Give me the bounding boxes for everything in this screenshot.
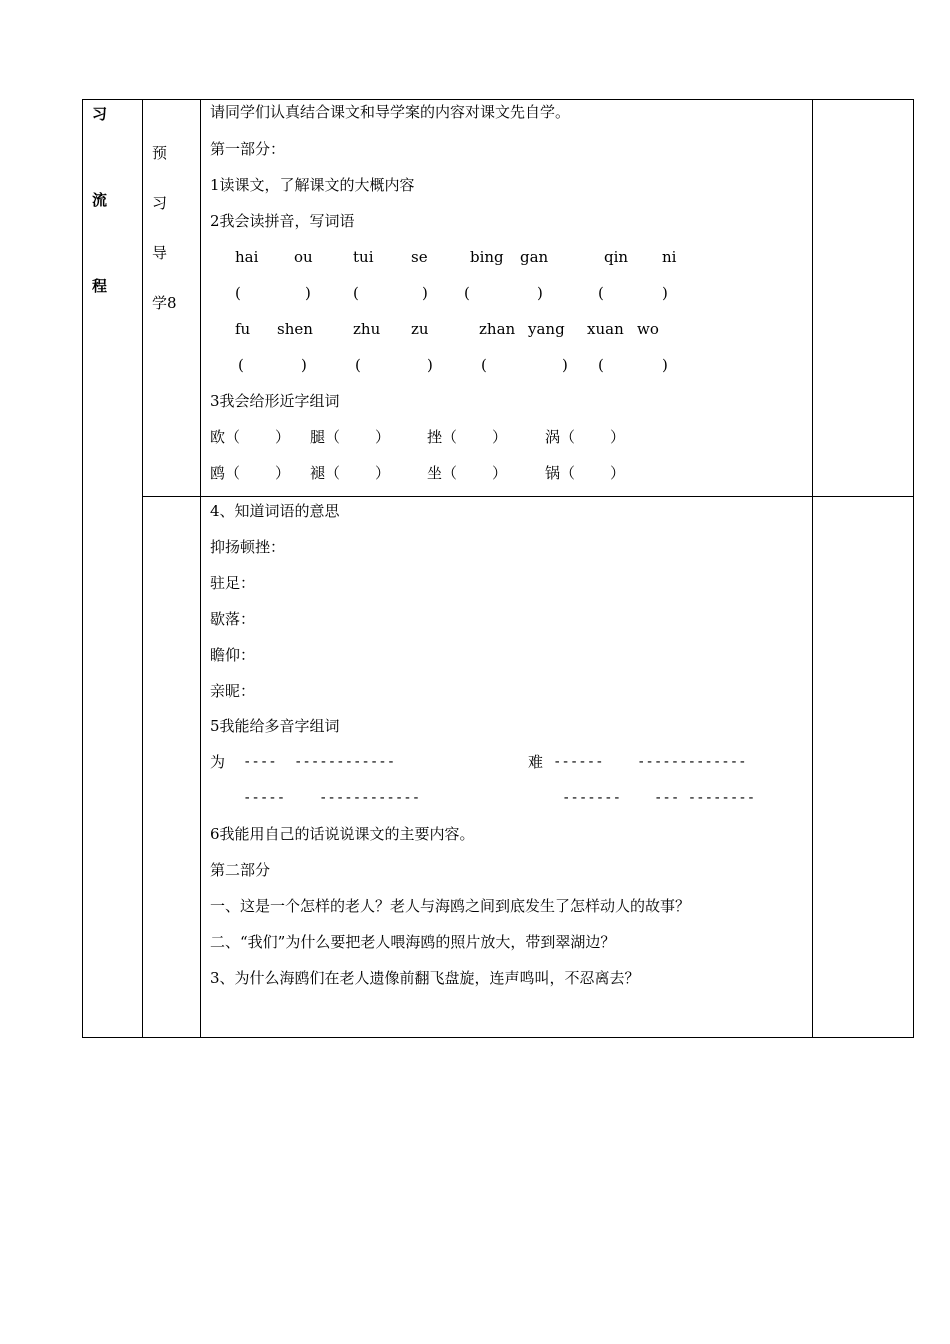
char-blank: ）	[492, 464, 508, 482]
char-blank: 锅（	[545, 464, 576, 482]
vocab-term: 抑扬顿挫：	[210, 538, 286, 556]
item-6-text: 6我能用自己的话说说课文的主要内容。	[210, 825, 475, 843]
answer-paren: (	[464, 284, 470, 302]
answer-paren: )	[662, 284, 668, 302]
pinyin-word: yang	[528, 320, 565, 338]
vocab-term: 亲昵：	[210, 682, 256, 700]
item-4-text: 4、知道词语的意思	[210, 502, 340, 520]
table-bottom-border	[82, 1037, 914, 1038]
char-blank: 欧（	[210, 428, 241, 446]
pinyin-word: gan	[520, 248, 549, 266]
vocab-term: 歇落：	[210, 610, 256, 628]
pinyin-word: xuan	[587, 320, 624, 338]
pinyin-word: fu	[235, 320, 251, 338]
answer-dash-line: ------	[553, 754, 604, 770]
char-blank: ）	[610, 464, 626, 482]
pinyin-word: ou	[294, 248, 313, 266]
item-2-text: 2我会读拼音，写词语	[210, 212, 355, 230]
answer-paren: (	[598, 284, 604, 302]
pinyin-word: qin	[604, 248, 629, 266]
table-col-divider-2	[200, 99, 201, 1038]
part1-heading: 第一部分：	[210, 140, 286, 158]
part2-heading: 第二部分	[210, 861, 271, 879]
char-blank: 鸥（	[210, 464, 241, 482]
section-label-char: 预	[152, 144, 168, 162]
pinyin-word: zhan	[479, 320, 516, 338]
table-col-divider-3	[812, 99, 813, 1038]
pinyin-word: ni	[662, 248, 677, 266]
pinyin-word: wo	[637, 320, 659, 338]
answer-paren: (	[355, 356, 361, 374]
char-blank: ）	[275, 428, 291, 446]
item-1-text: 1读课文，了解课文的大概内容	[210, 176, 415, 194]
answer-dash-line: ------------	[319, 790, 421, 806]
intro-text: 请同学们认真结合课文和导学案的内容对课文先自学。	[210, 103, 571, 121]
answer-paren: )	[422, 284, 428, 302]
pinyin-word: zhu	[353, 320, 381, 338]
section-label-char: 导	[152, 244, 168, 262]
answer-paren: )	[427, 356, 433, 374]
answer-paren: )	[562, 356, 568, 374]
pinyin-word: hai	[235, 248, 259, 266]
question-2: 二、“我们”为什么要把老人喂海鸥的照片放大，带到翠湖边？	[210, 933, 616, 951]
pinyin-word: tui	[353, 248, 374, 266]
answer-paren: (	[481, 356, 487, 374]
answer-paren: (	[235, 284, 241, 302]
answer-dash-line: -------------	[637, 754, 747, 770]
vocab-term: 瞻仰：	[210, 646, 256, 664]
answer-paren: )	[662, 356, 668, 374]
answer-paren: (	[598, 356, 604, 374]
polyphonic-char: 为	[210, 753, 226, 771]
char-blank: 坐（	[427, 464, 458, 482]
table-left-border	[82, 99, 83, 1038]
answer-dash-line: -------	[562, 790, 622, 806]
char-blank: ）	[375, 428, 391, 446]
char-blank: ）	[492, 428, 508, 446]
stage-label-char: 流	[92, 191, 108, 209]
pinyin-word: zu	[411, 320, 429, 338]
answer-paren: (	[238, 356, 244, 374]
answer-paren: (	[353, 284, 359, 302]
question-3: 3、为什么海鸥们在老人遗像前翻飞盘旋，连声鸣叫，不忍离去？	[210, 969, 640, 987]
char-blank: ）	[275, 464, 291, 482]
char-blank: 腿（	[310, 428, 341, 446]
pinyin-word: se	[411, 248, 428, 266]
answer-paren: )	[537, 284, 543, 302]
pinyin-word: shen	[277, 320, 313, 338]
char-blank: 褪（	[310, 464, 341, 482]
vocab-term: 驻足：	[210, 574, 256, 592]
item-5-text: 5我能给多音字组词	[210, 717, 340, 735]
stage-label-char: 习	[92, 105, 108, 123]
char-blank: ）	[375, 464, 391, 482]
stage-label-char: 程	[92, 277, 108, 295]
answer-dash-line: --- --------	[654, 790, 756, 806]
answer-dash-line: -----	[243, 790, 286, 806]
pinyin-word: bing	[470, 248, 504, 266]
char-blank: 挫（	[427, 428, 458, 446]
table-col-divider-1	[142, 99, 143, 1038]
answer-dash-line: ------------	[294, 754, 396, 770]
section-label-char: 习	[152, 194, 168, 212]
section-label-char: 学8	[152, 294, 177, 312]
table-top-border	[82, 99, 914, 100]
char-blank: 涡（	[545, 428, 576, 446]
answer-paren: )	[301, 356, 307, 374]
answer-paren: )	[305, 284, 311, 302]
table-row-divider	[142, 496, 914, 497]
char-blank: ）	[610, 428, 626, 446]
table-right-border	[913, 99, 914, 1038]
answer-dash-line: ----	[243, 754, 277, 770]
item-3-text: 3我会给形近字组词	[210, 392, 340, 410]
question-1: 一、这是一个怎样的老人？老人与海鸥之间到底发生了怎样动人的故事？	[210, 897, 691, 915]
polyphonic-char: 难	[528, 753, 544, 771]
